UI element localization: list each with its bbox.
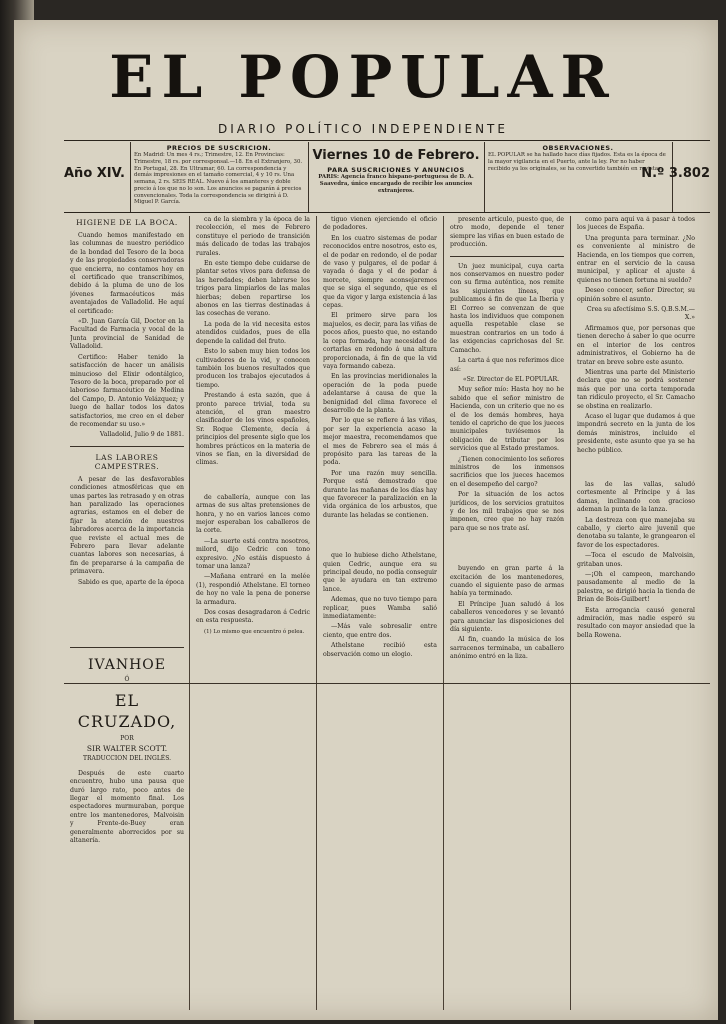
issue-date: Viernes 10 de Febrero.: [312, 148, 480, 163]
precios-box: [134, 144, 304, 206]
letter-signature: Crea su afectísimo S.S. Q.B.S.M.—X.»: [586, 306, 695, 322]
divider: [130, 142, 131, 212]
rule-under-header: [64, 212, 710, 213]
separator: [70, 446, 184, 447]
paragraph: buyendo en gran parte á la excitación de los mantenedores, cuando el siguiente paso de armas había ya terminado.: [450, 565, 564, 598]
obs-text: EL POPULAR se ha hallado hace días fijados. Esta es la época de la mayor vigilancia en el Puerto, ante la ley. Por no haber recibido ya los originales, se ha convertido también en revistas.: [488, 152, 666, 172]
suscriciones-box: [308, 166, 484, 194]
paragraph: Prestando á esta sazón, que á pronto parece trivial, toda su atención, el gran maestro clasificador de los vinos españoles, Sr. Roque Clemente, decía á principios del presente siglo que los hombres prácticos en la materia de vinos se fían, en la diversidad de climas.: [196, 392, 310, 467]
paragraph: ¿Tienen conocimiento los señores ministros de los inmensos sacrificios que los jueces hacemos en el desempeño del cargo?: [450, 455, 564, 488]
paragraph: La destreza con que manejaba su caballo, y cierto aire juvenil que denotaba su talante, le grangearon el favor de los espectadores.: [577, 516, 695, 549]
paragraph: Afirmamos que, por personas que tienen derecho á saber lo que ocurre en el interior de los centros administrativos, el Gobierno ha de tratar en breve sobre este asunto.: [577, 324, 695, 366]
paragraph: —Mañana entraré en la melée (1), respondió Athelstane. El torneo de hoy no vale la pena de ponerse la armadura.: [196, 573, 310, 606]
paragraph: Por lo que se refiere á las viñas, por ser la experiencia acaso la mejor maestra, recomendamos que el mes de Febrero sea el más á propósito para las tareas de la poda.: [323, 417, 437, 467]
paragraph: La poda de la vid necesita estos atendidos cuidados, pues de ella depende la calidad del fruto.: [196, 320, 310, 345]
paragraph: —La suerte está contra nosotros, milord, dijo Cedric con tono expresivo. ¿No estáis dispuesto á tomar una lanza?: [196, 537, 310, 571]
precios-title: PRECIOS DE SUSCRICION.: [166, 144, 272, 152]
paragraph: Un juez municipal, cuya carta nos conservamos en nuestro poder con su firma auténtica, nos remite las siguientes líneas, que publicamos á fin de que La Iberia y El Correo se convenzan de que hasta los individuos que componen aquella respetable clase se muestran contrarios en un todo á las exigencias caprichosas del Sr. Camacho.: [450, 262, 564, 354]
paragraph: Esto lo saben muy bien todos los cultivadores de la vid, y conocen también los buenos resultados que producen los trabajos ejecutados á tiempo.: [196, 348, 310, 389]
paragraph: Acaso el lugar que dudamos á que impondrá secreto en la junta de los demás ministros, incluido el presidente, este asunto que ya se ha hecho público.: [577, 412, 695, 454]
paragraph: Deseo conocer, señor Director, su opinión sobre el asunto.: [577, 287, 695, 303]
paragraph: En los cuatro sistemas de podar reconocidos entre nosotros, esto es, el de podar en redondo, el de podar de vaso y pulgares, el de podar á vayada ó daga y el de podar á morcete, siempre aconsejaremos que se siga el segundo, que es el que da vigor y larga existencia á las cepas.: [323, 234, 437, 310]
paragraph: En este tiempo debe cuidarse de plantar setos vivos para defensa de las heredades; deben labrarse los trigos para limpiarlos de las malas hierbas; deben repartirse los abonos en las tierras destinadas á las cosechas de verano.: [196, 260, 310, 318]
paragraph: Athelstane recibió esta observación como un elogio.: [323, 642, 437, 658]
column-rule: [570, 216, 571, 1010]
paragraph: Sabido es que, aparte de la época: [78, 578, 184, 586]
masthead-title: EL POPULAR: [109, 43, 617, 111]
suscr-title: PARA SUSCRICIONES Y ANUNCIOS: [327, 166, 465, 174]
paragraph: En las provincias meridionales la operación de la poda puede adelantarse á causa de que la benignidad del clima favorece el desarrollo de la planta.: [323, 373, 437, 414]
feuilleton-title: IVANHOE: [88, 657, 166, 674]
paragraph: Por una razón muy sencilla. Porque está demostrado que durante las mañanas de los días hay que favorecer la paralización en la vida orgánica de los arbustos, que durante las heladas se contienen.: [323, 469, 437, 519]
paragraph: las de las vallas, saludó cortesmente al Príncipe y á las damas, inclinando con gracioso ademan la punta de la lanza.: [577, 480, 695, 514]
paragraph: —Más vale sobresalir entre ciento, que entre dos.: [323, 623, 437, 639]
paragraph: como para aquí va á pasar á todos los jueces de España.: [577, 216, 695, 232]
paragraph: presente artículo, puesto que, de otro modo, depende el tener siempre las viñas en buen estado de producción.: [450, 216, 564, 249]
column-rule: [316, 216, 317, 1010]
column-rule: [443, 216, 444, 1010]
paragraph: Por la situación de los actos jurídicos, de los servicios gratuitos y de los mil trabajos que se nos imponen, creo que no hay razón para que se nos trate así.: [450, 491, 564, 532]
paragraph: Mientras una parte del Ministerio declara que no se podrá sostener más que por una corta temporada tan ridículo proyecto, el Sr. Camacho se obstina en realizarlo.: [577, 368, 695, 410]
feuilleton-o: Ó: [124, 676, 130, 684]
paragraph: Ademas, que no tuvo tiempo para replicar, pues Wamba salió inmediatamente:: [323, 596, 437, 621]
feuilleton-author: SIR WALTER SCOTT.: [86, 743, 168, 753]
column-5: [577, 216, 695, 1010]
paragraph: tiguo vienen ejerciendo el oficio de podadores.: [323, 216, 437, 232]
article-heading-higiene: HIGIENE DE LA BOCA.: [76, 218, 178, 227]
paragraph: Dos cosas desagradaron á Cedric en esta respuesta.: [196, 609, 310, 625]
paragraph: de caballería, aunque con las armas de sus altas pretensiones de honra, y no en varios lances como mejor esperaban los caballeros de la corte.: [196, 493, 310, 535]
paragraph: Al fin, cuando la música de los sarracenos terminaba, un caballero anónimo entró en la liza.: [450, 636, 564, 661]
rule-top: [64, 140, 710, 141]
feuilleton-translation: TRADUCCION DEL INGLÉS.: [82, 754, 171, 762]
paragraph: El Príncipe Juan saludó á los caballeros vencedores y se levantó para anunciar las disposiciones del día siguiente.: [450, 600, 564, 634]
feuilleton-subtitle: EL CRUZADO,: [77, 691, 177, 732]
column-2: [196, 216, 310, 1010]
paragraph: Una pregunta para terminar. ¿No es conveniente al ministro de Hacienda, en los tiempos que corren, entrar en el servicio de la causa municipal, y aplicar el ajuste á quienes no tienen fortuna ni sueldo?: [577, 234, 695, 284]
year-label: Año XIV.: [64, 166, 125, 181]
paragraph: ca de la siembra y la época de la recolección, el mes de Febrero constituye el periodo de transición más delicado de todas las trabajos rurales.: [196, 216, 310, 257]
column-3: [323, 216, 437, 1010]
separator: [450, 256, 564, 257]
paragraph: El primero sirve para los majuelos, es decir, para las viñas de pocos años, puesto que, no estando la cepa formada, hay necesidad de cortarlas en redondo á una altura proporcionada, á fin de que la vid vaya formando cabeza.: [323, 312, 437, 370]
paragraph: A pesar de las desfavorables condiciones atmosféricas que en unas partes las retrasado y en otras han paralizado las operaciones agrarias, estamos en el deber de fijar la atención de nuestros labradores acerca de la importancia que reviste el actual mes de Febrero para llevar adelante cuantas labores son necesarias, á fin de prepararse á la campaña de primavera.: [70, 475, 184, 576]
suscr-text: PARIS: Agencia franco hispano-portuguesa de D. A. Saavedra, único encargado de recibir los anuncios extranjeros.: [318, 174, 474, 194]
obs-title: OBSERVACIONES.: [542, 144, 614, 152]
letter-salutation: «Sr. Director de EL POPULAR.: [462, 375, 560, 383]
paragraph: Cuando hemos manifestado en las columnas de nuestro periódico de la bondad del Tesoro de la boca y de las propiedades conservadoras que encierra, no contamos hoy en el certificado que transcribimos, debido á la pluma de uno de los jóvenes farmacéuticos más aventajados de Valladolid. He aquí el certificado:: [70, 232, 184, 315]
paragraph: Certifico: Haber tenido la satisfacción de hacer un análisis minucioso del Elixir odontálgico, Tesoro de la boca, preparado por el laborioso farmacéutico de Medina del Campo, D. Antonio Velázquez; y luego de hallar todos los datos satisfactorios, me creo en el deber de recomendar su uso.»: [70, 353, 184, 428]
paragraph: —Toca el escudo de Malvoisin, gritaban unos.: [577, 552, 695, 568]
footnote: (1) Lo mismo que encuentro ó pelea.: [204, 628, 305, 635]
divider: [484, 142, 485, 212]
paragraph: que lo hubiese dicho Athelstane, quien Cedric, aunque era su principal deudo, no podía conseguir que le ayudara en tan extremo lance.: [323, 552, 437, 593]
header-info-band: [64, 142, 710, 212]
paragraph: La carta á que nos referimos dice así:: [450, 357, 564, 373]
issue-number: N.º 3.802: [641, 166, 710, 181]
paragraph: Después de este cuarto encuentro, hubo una pausa que duró largo rato, poco antes de llegar el momento final. Los espectadores murmuraban, porque entre los mantenedores, Malvoisin y Frente-de-Buey eran generalmente aborrecidos por su altanería.: [70, 769, 184, 845]
separator: [70, 647, 184, 648]
column-rule: [189, 216, 190, 1010]
article-heading-labores: LAS LABORES CAMPESTRES.: [94, 452, 160, 471]
paragraph: Muy señor mío: Hasta hoy no he sabido que el señor ministro de Hacienda, con un criterio que no es el de los demás hombres, haya tenido el capricho de que los jueces municipales tuviésemos la obligación de tributar por los servicios que al Estado prestamos.: [450, 386, 564, 453]
feuilleton-por: POR: [120, 734, 134, 742]
paragraph: Esta arrogancia causó general admiración, mas nadie esperó su resultado con mayor ansiedad que la bella Rowena.: [577, 606, 695, 639]
column-1: [70, 216, 184, 1010]
paragraph: —¡Oh el campeon, marchando pausadamente al medio de la palestra, se dirigió hacia la tienda de Brian de Bois-Guilbert!: [577, 571, 695, 604]
masthead-subtitle: DIARIO POLÍTICO INDEPENDIENTE: [218, 122, 508, 136]
column-4: [450, 216, 564, 1010]
paragraph: «D. Juan García Gil, Doctor en la Facultad de Farmacia y vocal de la Junta provincial de Sanidad de Valladolid.: [70, 318, 184, 351]
signature: Valladolid, Julio 9 de 1881.: [99, 431, 184, 439]
precios-text: En Madrid: Un mes 4 rs.; Trimestre, 12. En Provincias: Trimestre, 18 rs. por corresponsal.—18. En el Extranjero, 30. En Portugal, 28. En Ultramar, 60. La correspondencia y demás impresiones en el tamaño comercial, 4 y 10 rs. Una semana, 2 rs. SEIS REAL. Nuevo á los amanteres y doble precio á los que no lo son. Los anuncios se pagarán á precios convencionales. Toda la correspondencia se dirigirá á D. Miguel P. García.: [134, 152, 303, 206]
